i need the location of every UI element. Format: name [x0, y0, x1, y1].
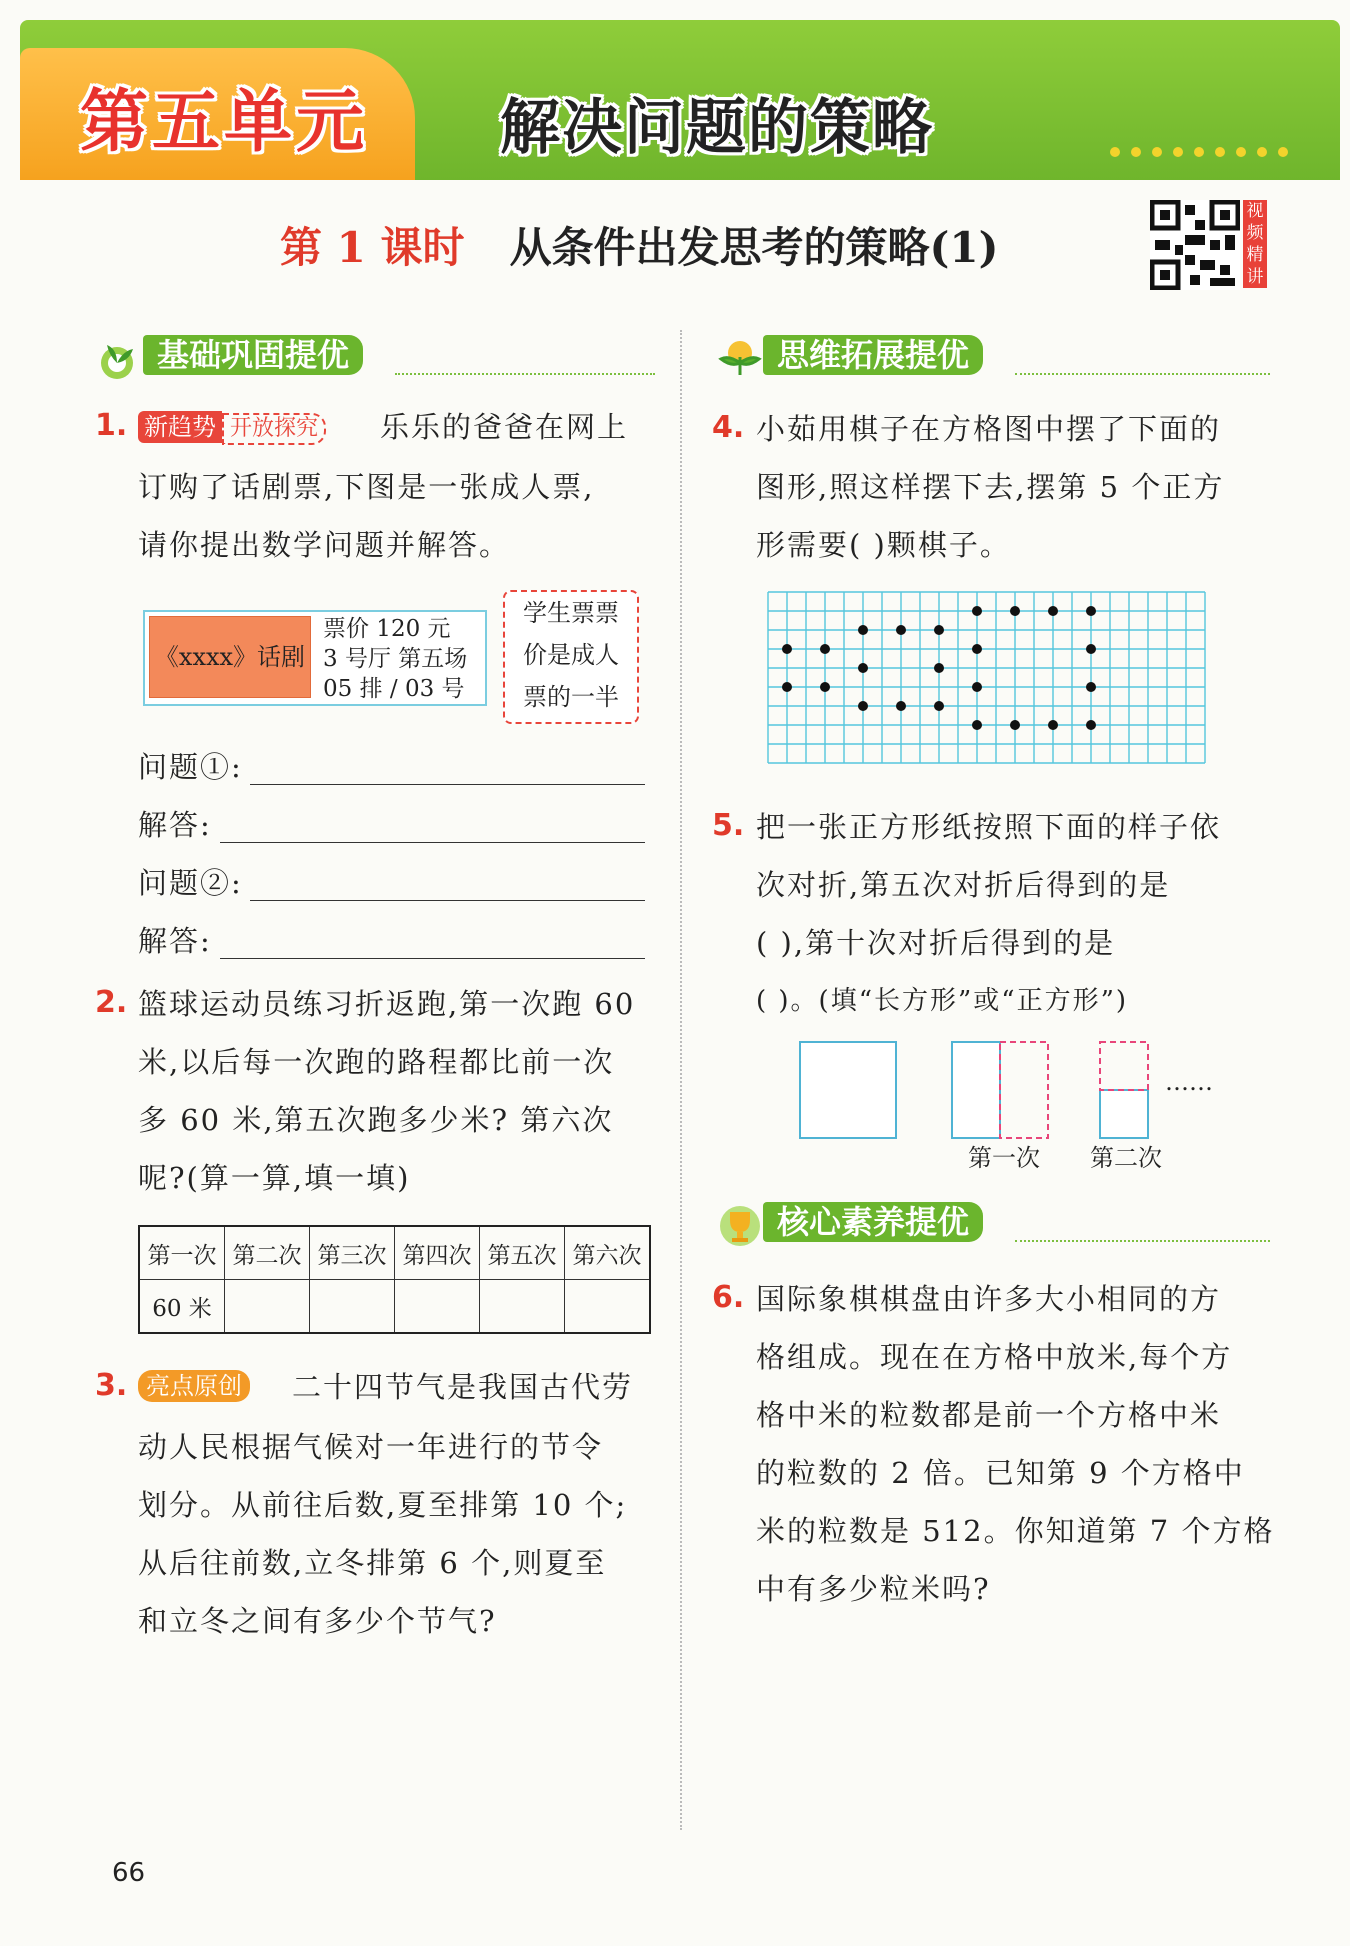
q1-question1-label: 问题①:	[138, 750, 243, 784]
q3-line5: 和立冬之间有多少个节气?	[138, 1604, 497, 1638]
q5-caption-second: 第二次	[1090, 1144, 1162, 1172]
chess-piece-dot	[1048, 720, 1058, 730]
table-header-cell: 第四次	[395, 1226, 480, 1280]
q1-line1: 乐乐的爸爸在网上	[380, 410, 629, 444]
decorative-dots	[1110, 142, 1299, 161]
chess-piece-dot	[972, 606, 982, 616]
chess-piece-dot	[858, 663, 868, 673]
table-answer-cell[interactable]	[310, 1280, 395, 1334]
column-divider	[680, 330, 682, 1830]
sprout-sun-icon	[715, 333, 765, 383]
chess-piece-dot	[896, 701, 906, 711]
q2-number: 2.	[95, 985, 128, 1020]
chess-piece-dot	[934, 625, 944, 635]
q3-line4: 从后往前数,立冬排第 6 个,则夏至	[138, 1546, 607, 1580]
note-line: 票的一半	[523, 683, 619, 711]
ticket-info	[323, 614, 467, 704]
q1-answer1-label: 解答:	[138, 808, 212, 842]
chess-piece-dot	[820, 682, 830, 692]
table-header-cell: 第五次	[480, 1226, 565, 1280]
q1-tag-open: 开放探究	[222, 413, 326, 445]
q5-line1: 把一张正方形纸按照下面的样子依	[756, 810, 1222, 844]
q1-question1-blank[interactable]	[250, 784, 645, 785]
chess-piece-dot	[1048, 606, 1058, 616]
q3-tag-wrap	[138, 1370, 250, 1402]
q1-tag-trend: 新趋势	[138, 411, 222, 443]
chess-piece-dot	[896, 625, 906, 635]
q2-line3: 多 60 米,第五次跑多少米? 第六次	[138, 1103, 614, 1137]
chess-piece-dot	[1086, 606, 1096, 616]
fold-first-rect	[952, 1042, 1000, 1138]
table-row	[139, 1280, 650, 1334]
trophy-icon	[715, 1200, 765, 1250]
sprout-icon	[95, 333, 145, 383]
chess-piece-dot	[1010, 606, 1020, 616]
section-core-heading	[715, 1200, 1270, 1244]
table-answer-cell[interactable]	[395, 1280, 480, 1334]
q5-line3: ( ),第十次对折后得到的是	[756, 926, 1116, 960]
q5-line2: 次对折,第五次对折后得到的是	[756, 868, 1171, 902]
chess-piece-dot	[934, 663, 944, 673]
q3-number: 3.	[95, 1368, 128, 1403]
lesson-heading	[280, 215, 998, 275]
ticket-seat: 05 排 / 03 号	[323, 676, 465, 702]
q4-grid-figure	[766, 590, 1206, 778]
q5-ellipsis: ……	[1165, 1068, 1213, 1096]
ticket	[143, 610, 487, 706]
table-header-cell: 第六次	[565, 1226, 651, 1280]
page-number: 66	[112, 1858, 146, 1888]
q2-line2: 米,以后每一次跑的路程都比前一次	[138, 1045, 615, 1079]
note-line: 学生票票	[523, 599, 619, 627]
chess-piece-dot	[972, 720, 982, 730]
fold-square-original	[800, 1042, 896, 1138]
q1-answer2-blank[interactable]	[220, 958, 645, 959]
q6-line2: 格组成。现在在方格中放米,每个方	[756, 1340, 1233, 1374]
q4-line2: 图形,照这样摆下去,摆第 5 个正方	[756, 470, 1225, 504]
q1-line3: 请你提出数学问题并解答。	[138, 528, 511, 562]
q4-line1: 小茹用棋子在方格图中摆了下面的	[756, 412, 1222, 446]
ticket-price: 票价 120 元	[323, 616, 451, 642]
table-header-cell: 第一次	[139, 1226, 225, 1280]
section-thinking-heading	[715, 333, 1270, 377]
table-header-cell: 第二次	[225, 1226, 310, 1280]
ticket-hall: 3 号厅 第五场	[323, 646, 468, 672]
q2-line1: 篮球运动员练习折返跑,第一次跑 60	[138, 987, 636, 1021]
q5-fold-figure	[790, 1030, 1110, 1150]
q6-number: 6.	[712, 1280, 745, 1315]
q2-run-table	[138, 1225, 651, 1334]
section-basic-heading	[95, 333, 655, 377]
q2-line4: 呢?(算一算,填一填)	[138, 1161, 411, 1195]
chess-piece-dot	[972, 682, 982, 692]
fold-first-dashed	[1000, 1042, 1048, 1138]
q1-tags	[138, 411, 326, 445]
unit-title: 第五单元	[80, 83, 369, 162]
chess-piece-dot	[1086, 682, 1096, 692]
fold-second-square	[1100, 1090, 1148, 1138]
chess-piece-dot	[934, 701, 944, 711]
ticket-name: 《xxxx》话剧	[149, 616, 311, 698]
table-row	[139, 1226, 650, 1280]
chess-piece-dot	[1086, 644, 1096, 654]
table-answer-cell[interactable]	[565, 1280, 651, 1334]
q5-line4: ( )。(填“长方形”或“正方形”)	[756, 986, 1129, 1016]
q4-line3: 形需要( )颗棋子。	[756, 528, 1011, 562]
q3-line3: 划分。从前往后数,夏至排第 10 个;	[138, 1488, 628, 1522]
q6-line4: 的粒数的 2 倍。已知第 9 个方格中	[756, 1456, 1245, 1490]
q1-question2-label: 问题②:	[138, 866, 243, 900]
q1-question2-blank[interactable]	[250, 900, 645, 901]
q5-number: 5.	[712, 808, 745, 843]
q1-answer2-label: 解答:	[138, 924, 212, 958]
chess-piece-dot	[972, 644, 982, 654]
table-answer-cell[interactable]	[225, 1280, 310, 1334]
chess-piece-dot	[782, 644, 792, 654]
section-core-label: 核心素养提优	[763, 1202, 983, 1242]
q3-tag-original: 亮点原创	[138, 1370, 250, 1402]
lesson-title: 从条件出发思考的策略(1)	[509, 223, 999, 272]
q5-fold-second	[1098, 1030, 1168, 1150]
qr-code-icon[interactable]	[1150, 200, 1240, 290]
q6-line5: 米的粒数是 512。你知道第 7 个方格	[756, 1514, 1275, 1548]
section-thinking-label: 思维拓展提优	[763, 335, 983, 375]
section-basic-label: 基础巩固提优	[143, 335, 363, 375]
fold-second-dashed	[1100, 1042, 1148, 1090]
table-answer-cell[interactable]	[480, 1280, 565, 1334]
q1-line2: 订购了话剧票,下图是一张成人票,	[138, 470, 595, 504]
table-cell: 60 米	[139, 1280, 225, 1334]
note-line: 价是成人	[523, 641, 619, 669]
q1-number: 1.	[95, 408, 128, 443]
q4-number: 4.	[712, 410, 745, 445]
chapter-title: 解决问题的策略	[500, 93, 934, 163]
q6-line3: 格中米的粒数都是前一个方格中米	[756, 1398, 1222, 1432]
chess-piece-dot	[782, 682, 792, 692]
lesson-number: 第 1 课时	[280, 223, 465, 272]
chess-piece-dot	[1086, 720, 1096, 730]
qr-video-tag: 视频精讲	[1243, 200, 1267, 288]
q6-line1: 国际象棋棋盘由许多大小相同的方	[756, 1282, 1222, 1316]
chess-piece-dot	[858, 701, 868, 711]
chess-piece-dot	[1010, 720, 1020, 730]
q6-line6: 中有多少粒米吗?	[756, 1572, 991, 1606]
q3-line1: 二十四节气是我国古代劳	[292, 1370, 634, 1404]
student-ticket-note	[503, 590, 639, 724]
q1-answer1-blank[interactable]	[220, 842, 645, 843]
q3-line2: 动人民根据气候对一年进行的节令	[138, 1430, 604, 1464]
table-header-cell: 第三次	[310, 1226, 395, 1280]
chess-piece-dot	[858, 625, 868, 635]
q5-caption-first: 第一次	[968, 1144, 1040, 1172]
chess-piece-dot	[820, 644, 830, 654]
